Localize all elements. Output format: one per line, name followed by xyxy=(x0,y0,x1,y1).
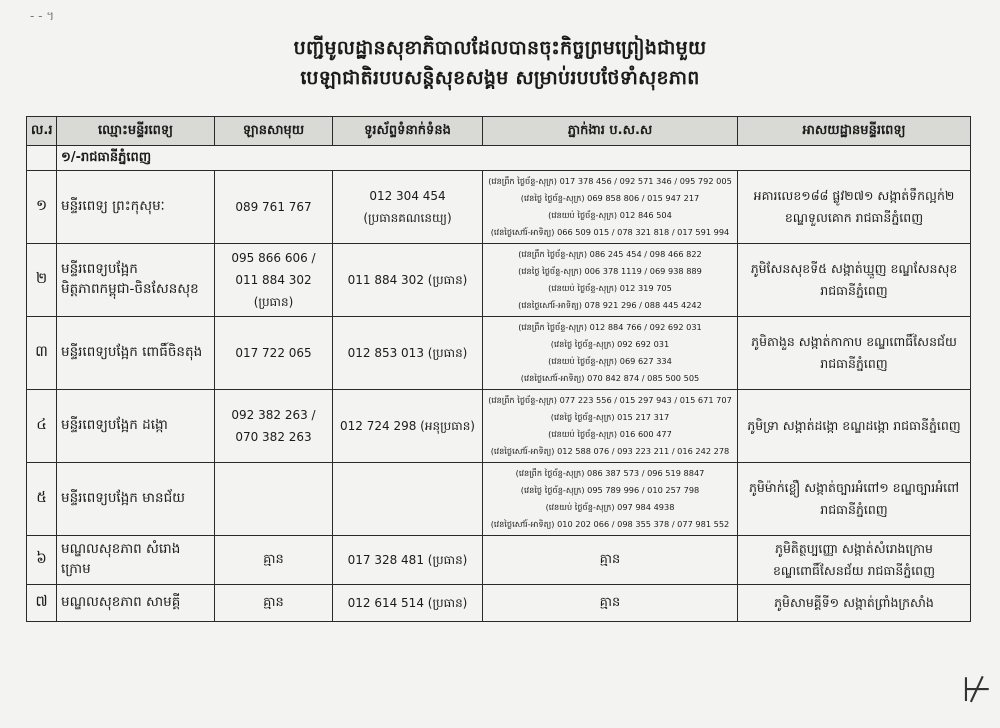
contact-phone xyxy=(333,390,483,463)
ambulance-phone xyxy=(215,463,333,536)
contact-phone-line: (ប្រធានគណនេយ្យ) xyxy=(363,211,452,225)
address-line: រាជធានីភ្នំពេញ xyxy=(820,502,888,517)
address-line: ខណ្ឌពោធិ៍សែនជ័យ រាជធានីភ្នំពេញ xyxy=(772,563,936,578)
table-row xyxy=(27,244,971,317)
schedule-line: (វេនថ្ងៃ ថ្ងៃច័ន្ទ-សុក្រ) 069 858 806 / 015 947 217 xyxy=(520,193,700,203)
ambulance-phone xyxy=(215,244,333,317)
hospital-name-line: មន្ទីរពេទ្យបង្អែក xyxy=(61,261,138,277)
section-row xyxy=(27,146,971,171)
hospital-name xyxy=(57,390,215,463)
hospital-name xyxy=(57,317,215,390)
ambulance-phone-line: 017 722 065 xyxy=(235,346,312,360)
col-header-contact: ទូរស័ព្ទទំនាក់ទំនង xyxy=(333,117,483,146)
col-header-nssf-agent: ភ្នាក់ងារ ប.ស.ស xyxy=(483,117,738,146)
hospital-name xyxy=(57,585,215,622)
schedule-line: (វេនយប់ ថ្ងៃច័ន្ទ-សុក្រ) 016 600 477 xyxy=(548,429,672,439)
none-label: គ្មាន xyxy=(599,594,621,610)
row-number: ៥ xyxy=(27,463,57,536)
hospital-name-line: មណ្ឌលសុខភាព សំរោងក្រោម xyxy=(61,541,181,577)
address-line: រាជធានីភ្នំពេញ xyxy=(820,283,888,298)
section-no-cell xyxy=(27,146,57,171)
schedule-line: (វេនព្រឹក ថ្ងៃច័ន្ទ-សុក្រ) 017 378 456 / 092 571 346 / 095 792 005 xyxy=(488,176,732,186)
ambulance-phone-line: 011 884 302 (ប្រធាន) xyxy=(235,273,312,309)
contact-phone xyxy=(333,171,483,244)
ambulance-phone-line: 092 382 263 / xyxy=(231,408,316,422)
contact-phone-line: 012 853 013 (ប្រធាន) xyxy=(347,346,468,360)
ambulance-phone xyxy=(215,171,333,244)
hospital-name xyxy=(57,171,215,244)
schedule-line: (វេនយប់ ថ្ងៃច័ន្ទ-សុក្រ) 097 984 4938 xyxy=(545,502,675,512)
col-header-no: ល.រ xyxy=(27,117,57,146)
ambulance-phone xyxy=(215,317,333,390)
hospital-name-line: មិត្តភាពកម្ពុជា-ចិនសែនសុខ xyxy=(61,281,199,297)
contact-phone xyxy=(333,585,483,622)
contact-phone xyxy=(333,317,483,390)
col-header-address: អាសយដ្ឋានមន្ទីរពេទ្យ xyxy=(738,117,971,146)
address-line: ភូមិសែនសុខទី៥ សង្កាត់ឃ្មួញ ខណ្ឌសែនសុខ xyxy=(750,261,958,276)
address-line: អគារលេខ១៨៨ ផ្លូវ២៧១ សង្កាត់ទឹកល្អក់២ xyxy=(753,188,955,203)
contact-phone xyxy=(333,536,483,585)
hospital-name-line: មណ្ឌលសុខភាព សាមគ្គី xyxy=(61,594,181,610)
address-line: ខណ្ឌទួលគោក រាជធានីភ្នំពេញ xyxy=(784,210,924,225)
hospital-name xyxy=(57,244,215,317)
contact-phone-line: 011 884 302 (ប្រធាន) xyxy=(347,273,468,287)
address-line: ភូមិតិត្ថប្បញ្ញោ សង្កាត់សំរោងក្រោម xyxy=(775,541,933,556)
corner-mark: - - ។ xyxy=(30,9,55,23)
schedule-line: (វេនថ្ងៃសៅរ៍-អាទិត្យ) 012 588 076 / 093 223 211 / 016 242 278 xyxy=(490,446,730,456)
hospital-address xyxy=(738,317,971,390)
none-label: គ្មាន xyxy=(263,552,284,567)
schedule-line: (វេនថ្ងៃ ថ្ងៃច័ន្ទ-សុក្រ) 015 217 317 xyxy=(550,412,670,422)
address-line: ភូមិម៉ាក់ខ្លឿ សង្កាត់ច្បារអំពៅ១ ខណ្ឌច្បារអំពៅ xyxy=(748,480,960,495)
nssf-agent-schedule xyxy=(483,463,738,536)
contact-phone-line: 017 328 481 (ប្រធាន) xyxy=(347,553,468,567)
document-title-line1: បញ្ជីមូលដ្ឋានសុខាភិបាលដែលបានចុះកិច្ចព្រមព្រៀងជាមួយ xyxy=(293,37,707,59)
contact-phone-line: 012 614 514 (ប្រធាន) xyxy=(347,596,468,610)
schedule-line: (វេនយប់ ថ្ងៃច័ន្ទ-សុក្រ) 012 846 504 xyxy=(548,210,672,220)
schedule-line: (វេនព្រឹក ថ្ងៃច័ន្ទ-សុក្រ) 077 223 556 / 015 297 943 / 015 671 707 xyxy=(488,395,732,405)
contact-phone-line: 012 304 454 xyxy=(369,189,446,203)
schedule-line: (វេនថ្ងៃ ថ្ងៃច័ន្ទ-សុក្រ) 095 789 996 / 010 257 798 xyxy=(520,485,700,495)
hospital-address xyxy=(738,536,971,585)
table-row xyxy=(27,317,971,390)
table-row xyxy=(27,536,971,585)
nssf-agent-schedule xyxy=(483,244,738,317)
row-number: ២ xyxy=(27,244,57,317)
contact-phone-line: 012 724 298 (អនុប្រធាន) xyxy=(340,419,475,433)
table-row xyxy=(27,171,971,244)
hospital-address xyxy=(738,585,971,622)
section-label: ១/-រាជធានីភ្នំពេញ xyxy=(57,146,971,171)
hospital-name-line: មន្ទីរពេទ្យបង្អែក មានជ័យ xyxy=(61,490,185,506)
table-header-row xyxy=(27,117,971,146)
nssf-agent-schedule xyxy=(483,585,738,622)
schedule-line: (វេនព្រឹក ថ្ងៃច័ន្ទ-សុក្រ) 012 884 766 / 092 692 031 xyxy=(518,322,702,332)
contact-phone xyxy=(333,463,483,536)
schedule-line: (វេនថ្ងៃសៅរ៍-អាទិត្យ) 070 842 874 / 085 500 505 xyxy=(520,373,700,383)
hospital-name-line: មន្ទីរពេទ្យបង្អែក ដង្កោ xyxy=(61,417,168,433)
hospital-name xyxy=(57,536,215,585)
schedule-line: (វេនថ្ងៃ ថ្ងៃច័ន្ទ-សុក្រ) 092 692 031 xyxy=(550,339,670,349)
col-header-name: ឈ្មោះមន្ទីរពេទ្យ xyxy=(57,117,215,146)
schedule-line: (វេនយប់ ថ្ងៃច័ន្ទ-សុក្រ) 012 319 705 xyxy=(548,283,672,293)
address-line: រាជធានីភ្នំពេញ xyxy=(820,356,888,371)
schedule-line: (វេនថ្ងៃ ថ្ងៃច័ន្ទ-សុក្រ) 006 378 1119 / 069 938 889 xyxy=(518,266,702,276)
ambulance-phone-line: 070 382 263 xyxy=(235,430,312,444)
nssf-agent-schedule xyxy=(483,536,738,585)
hospital-name xyxy=(57,463,215,536)
schedule-line: (វេនថ្ងៃសៅរ៍-អាទិត្យ) 010 202 066 / 098 355 378 / 077 981 552 xyxy=(490,519,730,529)
contact-phone xyxy=(333,244,483,317)
hospital-name-line: មន្ទីរពេទ្យបង្អែក ពោធិ៍ចិនតុង xyxy=(61,344,203,360)
table-row xyxy=(27,585,971,622)
ambulance-phone xyxy=(215,585,333,622)
row-number: ៤ xyxy=(27,390,57,463)
page-mark: ⊬ xyxy=(962,670,992,710)
hospital-name-line: មន្ទីរពេទ្យ ព្រះកុសុមៈ xyxy=(61,198,165,214)
schedule-line: (វេនយប់ ថ្ងៃច័ន្ទ-សុក្រ) 069 627 334 xyxy=(548,356,672,366)
schedule-line: (វេនថ្ងៃសៅរ៍-អាទិត្យ) 078 921 296 / 088 445 4242 xyxy=(518,300,702,310)
col-header-ambulance: ឡានសាមុយ xyxy=(215,117,333,146)
none-label: គ្មាន xyxy=(599,551,621,567)
address-line: ភូមិសាមគ្គីទី១ សង្កាត់ព្រាំងក្រសាំង xyxy=(774,595,934,610)
table-row xyxy=(27,390,971,463)
hospital-address xyxy=(738,244,971,317)
ambulance-phone-line: 089 761 767 xyxy=(235,200,312,214)
nssf-agent-schedule xyxy=(483,390,738,463)
schedule-line: (វេនថ្ងៃសៅរ៍-អាទិត្យ) 066 509 015 / 078 321 818 / 017 591 994 xyxy=(490,227,730,237)
address-line: ភូមិតាងួន សង្កាត់កាកាប ខណ្ឌពោធិ៍សែនជ័យ xyxy=(751,334,957,349)
row-number: ៦ xyxy=(27,536,57,585)
table-row xyxy=(27,463,971,536)
schedule-line: (វេនព្រឹក ថ្ងៃច័ន្ទ-សុក្រ) 086 387 573 / 096 519 8847 xyxy=(515,468,705,478)
ambulance-phone xyxy=(215,536,333,585)
row-number: ១ xyxy=(27,171,57,244)
nssf-agent-schedule xyxy=(483,171,738,244)
document-title-line2: បេឡាជាតិរបបសន្តិសុខសង្គម សម្រាប់របបថែទាំសុខភាព xyxy=(300,67,700,89)
hospital-address xyxy=(738,390,971,463)
row-number: ៣ xyxy=(27,317,57,390)
schedule-line: (វេនព្រឹក ថ្ងៃច័ន្ទ-សុក្រ) 086 245 454 / 098 466 822 xyxy=(518,249,702,259)
ambulance-phone-line: 095 866 606 / xyxy=(231,251,316,265)
hospital-address xyxy=(738,463,971,536)
ambulance-phone xyxy=(215,390,333,463)
hospital-table xyxy=(26,116,971,622)
nssf-agent-schedule xyxy=(483,317,738,390)
none-label: គ្មាន xyxy=(263,595,284,610)
address-line: ភូមិទ្រា សង្កាត់ដង្កោ ខណ្ឌដង្កោ រាជធានីភ្នំពេញ xyxy=(747,418,961,433)
hospital-address xyxy=(738,171,971,244)
row-number: ៧ xyxy=(27,585,57,622)
